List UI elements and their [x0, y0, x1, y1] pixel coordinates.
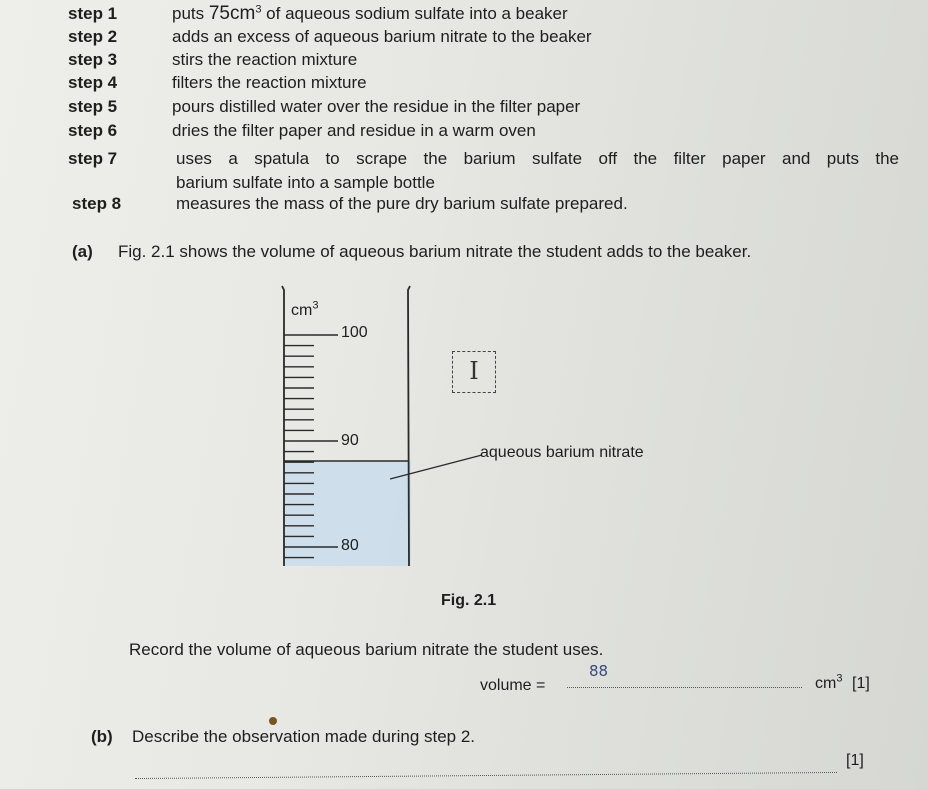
cylinder-right-wall	[408, 286, 410, 566]
step-6-text: dries the filter paper and residue in a warm oven	[172, 121, 536, 140]
part-a-prompt: Fig. 2.1 shows the volume of aqueous barium nitrate the student adds to the beaker.	[118, 242, 752, 261]
step-1-value: 75	[208, 3, 230, 24]
part-a-marker: (a)	[72, 242, 93, 261]
figure-caption: Fig. 2.1	[441, 592, 497, 609]
unit-label	[291, 299, 319, 320]
step-7-text: uses a spatula to scrape the barium sulfate off the filter paper and puts the	[176, 149, 899, 168]
step-1-text	[172, 4, 568, 24]
liquid-label: aqueous barium nitrate	[480, 444, 644, 461]
part-b-answer-line[interactable]	[135, 772, 837, 779]
measuring-cylinder-drawing	[250, 280, 700, 580]
volume-unit	[815, 674, 842, 694]
step-3-label: step 3	[68, 50, 118, 69]
step-1-unit-sup: 3	[255, 3, 262, 16]
step-5-text: pours distilled water over the residue in the filter paper	[172, 97, 581, 116]
step-8-text: measures the mass of the pure dry barium sulfate prepared.	[176, 194, 628, 213]
volume-unit-sup: 3	[836, 672, 843, 685]
volume-answer-line[interactable]	[567, 687, 802, 688]
step-1-post: of aqueous sodium sulfate into a beaker	[261, 4, 568, 23]
step-4-text: filters the reaction mixture	[172, 73, 367, 92]
record-prompt: Record the volume of aqueous barium nitrate the student uses.	[129, 640, 604, 659]
ink-spot	[269, 717, 277, 725]
part-b-marker: (b)	[91, 727, 113, 746]
step-7-label: step 7	[68, 149, 118, 168]
step-2-text: adds an excess of aqueous barium nitrate to the beaker	[172, 27, 592, 46]
unit-text: cm	[291, 302, 313, 319]
step-5-label: step 5	[68, 97, 118, 116]
volume-unit-text: cm	[815, 675, 837, 692]
step-1-pre: puts	[172, 4, 209, 23]
step-8-label: step 8	[72, 194, 122, 213]
step-6-label: step 6	[68, 121, 118, 140]
unit-sup: 3	[312, 299, 319, 312]
part-b-marks: [1]	[846, 752, 864, 769]
step-1-unit: cm	[230, 3, 256, 24]
tick-label-100: 100	[341, 324, 368, 341]
volume-label: volume =	[480, 677, 546, 694]
volume-answer-value[interactable]: 88	[589, 662, 609, 680]
step-3-text: stirs the reaction mixture	[172, 50, 358, 69]
tick-label-80: 80	[341, 537, 359, 554]
step-1-label: step 1	[68, 4, 118, 23]
tick-label-90: 90	[341, 432, 359, 449]
text-cursor-icon[interactable]: I	[452, 351, 496, 393]
part-b-prompt: Describe the observation made during step 2.	[132, 727, 476, 746]
volume-marks: [1]	[852, 675, 870, 692]
step-4-label: step 4	[68, 73, 118, 92]
step-2-label: step 2	[68, 27, 118, 46]
measuring-cylinder-figure	[250, 280, 700, 580]
step-7-text-line2: barium sulfate into a sample bottle	[176, 173, 435, 192]
